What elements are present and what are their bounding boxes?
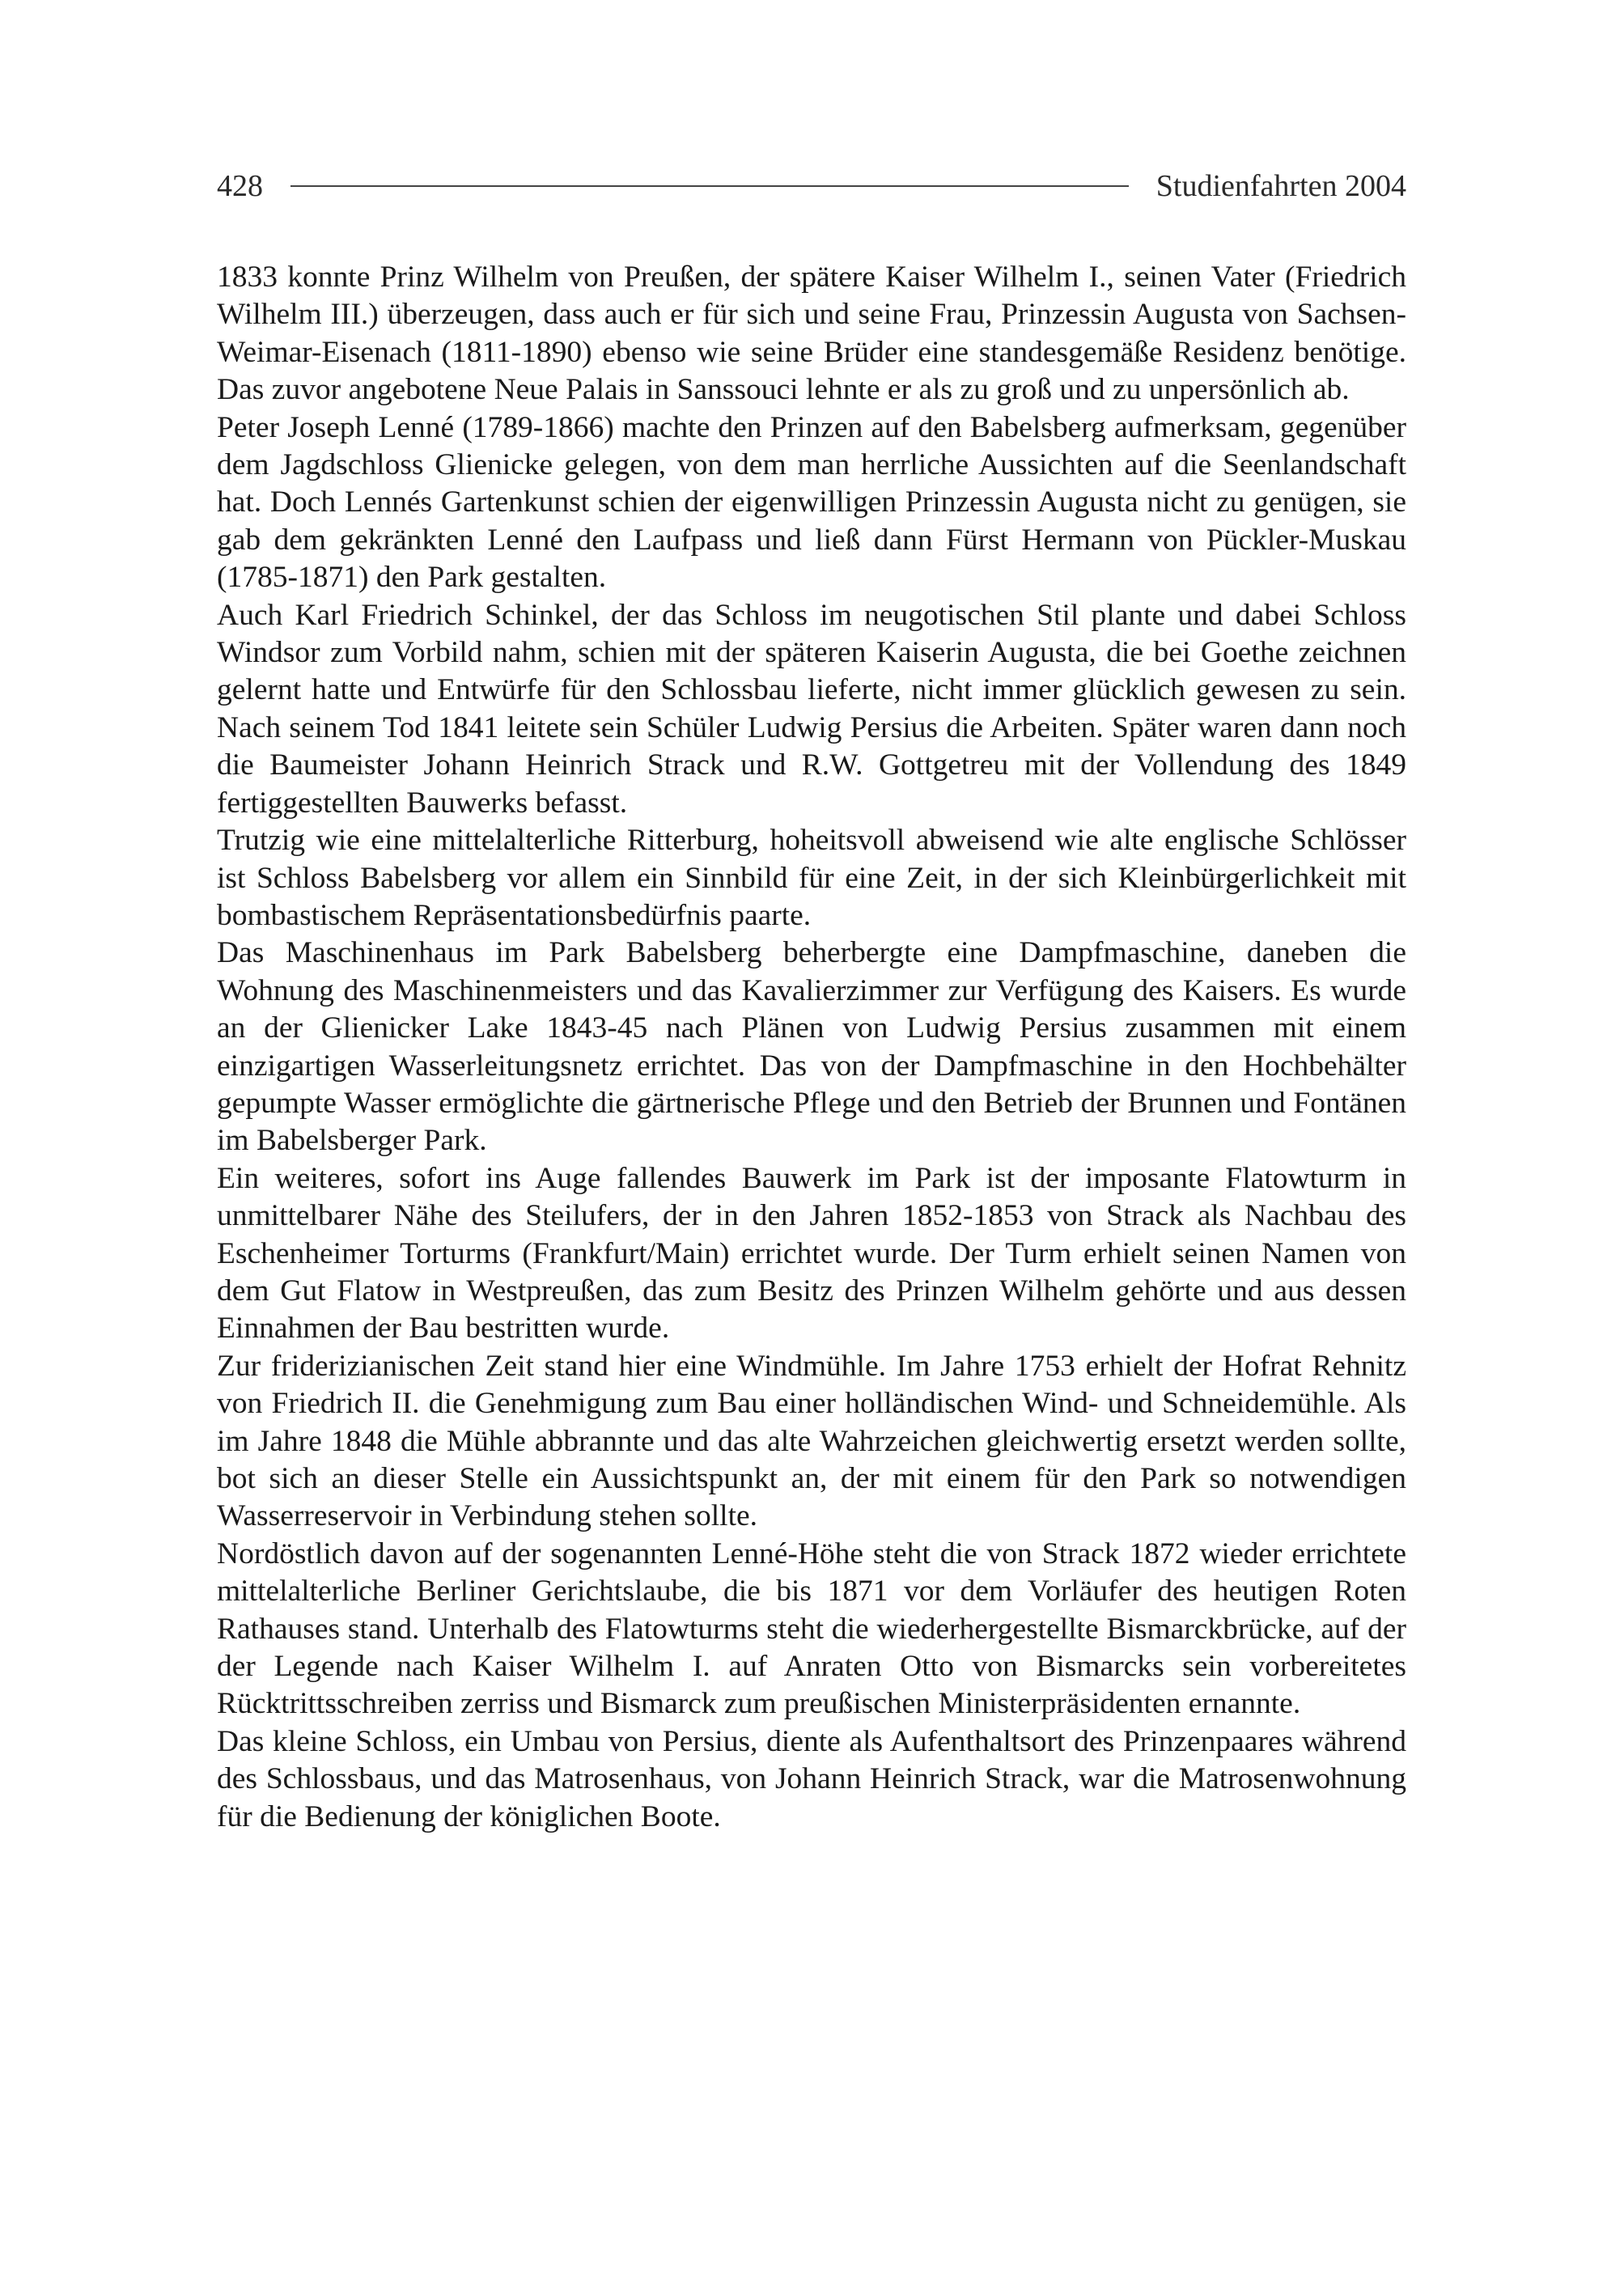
paragraph-4: Trutzig wie eine mittelalterliche Ritterburg, hoheitsvoll abweisend wie alte englische Schlösser ist Schloss Babelsberg vor allem ein Sinnbild für eine Zeit, in der sich Kleinbürgerlichkeit mit bombastischem Repräsentationsbedürfnis paarte. — [217, 824, 1406, 932]
paragraph-8: Nordöstlich davon auf der sogenannten Lenné-Höhe steht die von Strack 1872 wieder errichtete mittelalterliche Berliner Gerichtslaube, die bis 1871 vor dem Vorläufer des heutigen Roten Rathauses stand. Unterhalb des Flatowturms steht die wiederhergestellte Bismarckbrücke, auf der der Legende nach Kaiser Wilhelm I. auf Anraten Otto von Bismarcks sein vorbereitetes Rücktrittsschreiben zerriss und Bismarck zum preußischen Ministerpräsidenten ernannte. — [217, 1536, 1406, 1721]
paragraph-9: Das kleine Schloss, ein Umbau von Persius, diente als Aufenthaltsort des Prinzenpaares während des Schlossbaus, und das Matrosenhaus, von Johann Heinrich Strack, war die Matrosenwohnung für die Bedienung der königlichen Boote. — [217, 1724, 1406, 1833]
paragraph-1: 1833 konnte Prinz Wilhelm von Preußen, der spätere Kaiser Wilhelm I., seinen Vater (Friedrich Wilhelm III.) überzeugen, dass auch er für sich und seine Frau, Prinzessin Augusta von Sachsen-Weimar-Eisenach (1811-1890) ebenso wie seine Brüder eine standesgemäße Residenz benötige. Das zuvor angebotene Neue Palais in Sanssouci lehnte er als zu groß und zu unpersönlich ab. — [217, 261, 1406, 407]
body-text — [217, 259, 1406, 1836]
book-page — [217, 162, 1406, 1836]
running-title: Studienfahrten 2004 — [1155, 169, 1406, 203]
paragraph-7: Zur friderizianischen Zeit stand hier eine Windmühle. Im Jahre 1753 erhielt der Hofrat Rehnitz von Friedrich II. die Genehmigung zum Bau einer holländischen Wind- und Schneidemühle. Als im Jahre 1848 die Mühle abbrannte und das alte Wahrzeichen gleichwertig ersetzt werden sollte, bot sich an dieser Stelle ein Aussichtspunkt an, der mit einem für den Park so notwendigen Wasserreservoir in Verbindung stehen sollte. — [217, 1349, 1406, 1533]
paragraph-5: Das Maschinenhaus im Park Babelsberg beherbergte eine Dampfmaschine, daneben die Wohnung des Maschinenmeisters und das Kavalierzimmer zur Verfügung des Kaisers. Es wurde an der Glienicker Lake 1843-45 nach Plänen von Ludwig Persius zusammen mit einem einzigartigen Wasserleitungsnetz errichtet. Das von der Dampfmaschine in den Hochbehälter gepumpte Wasser ermöglichte die gärtnerische Pflege und den Betrieb der Brunnen und Fontänen im Babelsberger Park. — [217, 936, 1406, 1158]
paragraph-2: Peter Joseph Lenné (1789-1866) machte den Prinzen auf den Babelsberg aufmerksam, gegenüber dem Jagdschloss Glienicke gelegen, von dem man herrliche Aussichten auf die Seenlandschaft hat. Doch Lennés Gartenkunst schien der eigenwilligen Prinzessin Augusta nicht zu genügen, sie gab dem gekränkten Lenné den Laufpass und ließ dann Fürst Hermann von Pückler-Muskau (1785-1871) den Park gestalten. — [217, 410, 1406, 595]
paragraph-6: Ein weiteres, sofort ins Auge fallendes Bauwerk im Park ist der imposante Flatowturm in unmittelbarer Nähe des Steilufers, der in den Jahren 1852-1853 von Strack als Nachbau des Eschenheimer Torturms (Frankfurt/Main) errichtet wurde. Der Turm erhielt seinen Namen von dem Gut Flatow in Westpreußen, das zum Besitz des Prinzen Wilhelm gehörte und aus dessen Einnahmen der Bau bestritten wurde. — [217, 1161, 1406, 1346]
running-header — [217, 162, 1406, 210]
paragraph-3: Auch Karl Friedrich Schinkel, der das Schloss im neugotischen Stil plante und dabei Schloss Windsor zum Vorbild nahm, schien mit der späteren Kaiserin Augusta, die bei Goethe zeichnen gelernt hatte und Entwürfe für den Schlossbau lieferte, nicht immer glücklich gewesen zu sein. Nach seinem Tod 1841 leitete sein Schüler Ludwig Persius die Arbeiten. Später waren dann noch die Baumeister Johann Heinrich Strack und R.W. Gottgetreu mit der Vollendung des 1849 fertiggestellten Bauwerks befasst. — [217, 598, 1406, 820]
header-rule — [290, 185, 1129, 187]
page-number: 428 — [217, 169, 263, 203]
